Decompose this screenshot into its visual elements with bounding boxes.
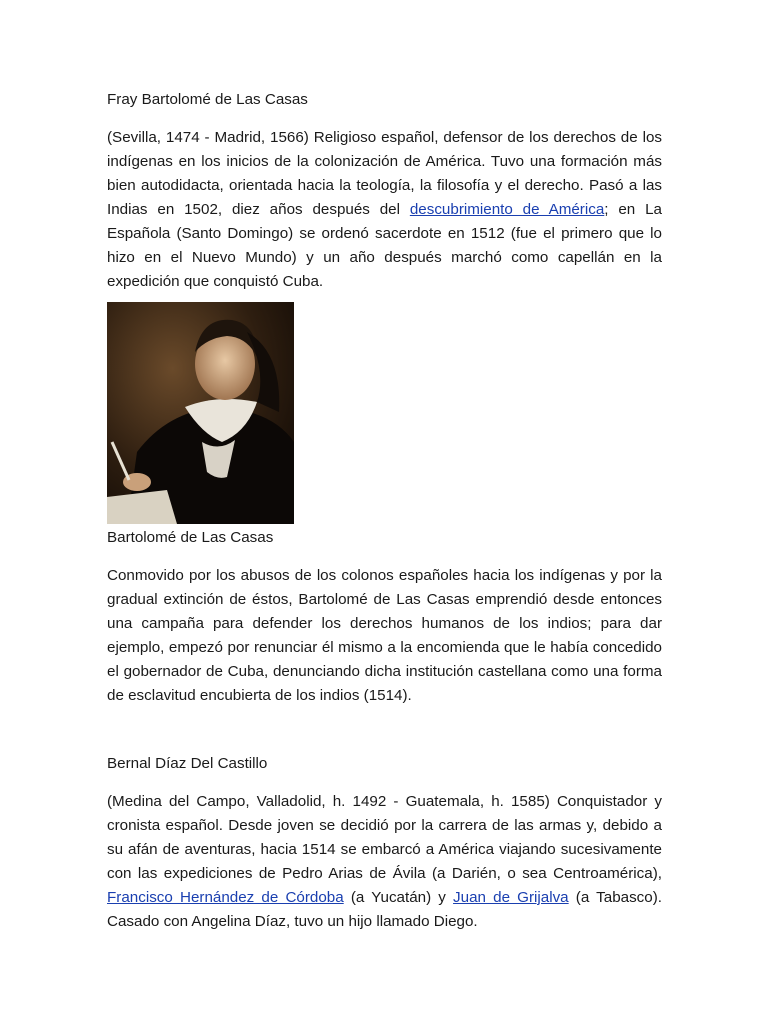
link-descubrimiento-de-america[interactable]: descubrimiento de América (409, 201, 605, 218)
document-page (107, 88, 662, 934)
paragraph-text: (Medina del Campo, Valladolid, h. 1492 - Guatemala, h. 1585) Conquistador y cronista español. Desde joven se decidió por la carrera de las armas y, debido a su afán de aventuras, hacia 1514 se embarcó a América viajando sucesivamente con las expediciones de Pedro Arias de Ávila (a Darién, o sea Centroamérica), (107, 793, 662, 882)
link-francisco-hernandez-de-cordoba[interactable]: Francisco Hernández de Córdoba (107, 889, 344, 906)
paragraph-las-casas-bio (107, 126, 662, 294)
section-title-bernal-diaz: Bernal Díaz Del Castillo (107, 755, 268, 772)
paragraph-text: (Sevilla, 1474 - Madrid, 1566) Religioso español, defensor de los derechos de los indígenas en los inicios de la colonización de América. Tuvo una formación más bien autodidacta, orientada hacia la teología, la filosofía y el derecho. Pasó a las Indias en 1502, diez años después del (107, 129, 662, 218)
paragraph-text: ; en La Española (Santo Domingo) se ordenó sacerdote en 1512 (fue el primero que lo hizo en el Nuevo Mundo) y un año después marchó como capellán en la expedición que conquistó Cuba. (107, 201, 662, 290)
section-title-las-casas: Fray Bartolomé de Las Casas (107, 91, 308, 108)
portrait-image-las-casas (107, 302, 294, 524)
paragraph-bernal-diaz-bio (107, 790, 662, 934)
paragraph-las-casas-campaign: Conmovido por los abusos de los colonos españoles hacia los indígenas y por la gradual extinción de éstos, Bartolomé de Las Casas emprendió desde entonces una campaña para defender los derechos humanos de los indios; para dar ejemplo, empezó por renunciar él mismo a la encomienda que le había concedido el gobernador de Cuba, denunciando dicha institución castellana como una forma de esclavitud encubierta de los indios (1514). (107, 567, 662, 704)
link-juan-de-grijalva[interactable]: Juan de Grijalva (453, 889, 569, 906)
image-caption: Bartolomé de Las Casas (107, 529, 274, 546)
paragraph-text: (a Tabasco). Casado con Angelina Díaz, tuvo un hijo llamado Diego. (107, 889, 662, 930)
paragraph-text: (a Yucatán) y (343, 889, 454, 906)
